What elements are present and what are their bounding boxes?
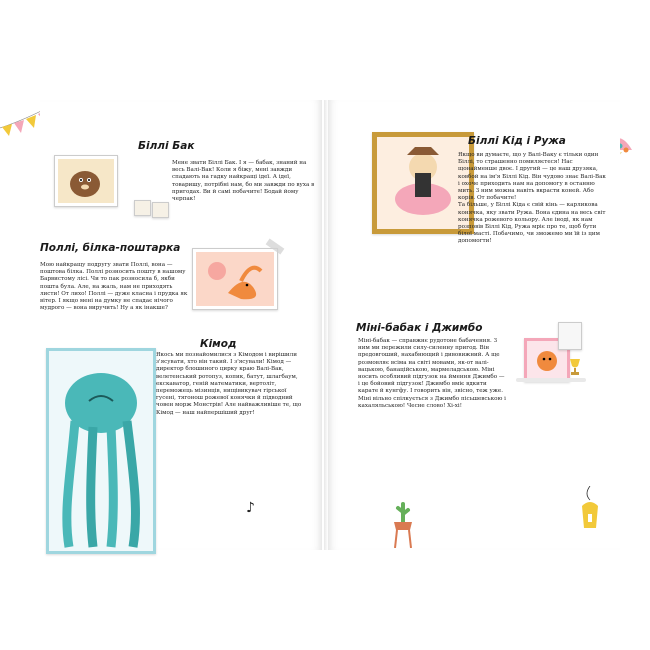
- kimod-illustration: [49, 351, 153, 551]
- sketch-picture-frame: [558, 322, 582, 350]
- text-polly: Мою найкращу подругу звати Поллі, вона — поштова білка. Поллі розносить пошту в нашому Барвистому лісі. Чи то пак розносила б, якби пошта була. Але, на жаль, нам не приходять листи! От лихо! Поллі — дуже класна і прудка як вітер. І якщо мені на думку не спадає нічого мудрого — вона виручить! Ну а як інакше?: [40, 262, 188, 312]
- polly-illustration: [193, 249, 277, 309]
- shelf: [516, 378, 586, 382]
- heading-polly: Поллі, білка-поштарка: [40, 242, 181, 254]
- heading-billy-bak: Біллі Бак: [138, 140, 195, 152]
- heading-billy-kid: Біллі Кід і Ружа: [468, 135, 566, 147]
- small-photo-2: [152, 202, 169, 218]
- text-billy-kid: Якщо ви думаєте, що у Валі-Ваку є тільки один Біллі, то страшенно помиляєтеся! Нас щонайменше двоє. І другий — це наш друзяка, ковбой на ім'я Біллі Кід. Він чудово знає Валі-Вак і охоче приходить нам на допомогу в останню мить. З ним можна навіть вкрасти коней. Або корів. От побачите! Та більше, у Біллі Кіда є свій кінь — карликова конячка, яку звати Ружа. Вона єдина на весь світ конячка рожевого кольору. Але іноді, як нам розповів Біллі Кід, Ружа мріє про те, щоб бути білої масті. Побачимо, чи зможемо ми їй із цим допомогти!: [458, 152, 606, 245]
- heading-kimod: Кімод: [200, 338, 237, 350]
- billy-bak-photo-frame: [54, 155, 118, 207]
- kimod-mirror-frame: [46, 348, 156, 554]
- music-note-icon: ♪: [246, 500, 255, 516]
- billy-bak-illustration: [55, 156, 117, 206]
- trophy-icon: [568, 358, 582, 376]
- text-mini-babak: Міні-бабак — справжнє рудотоне бабачення. З ним ми пережили силу-силенну пригод. Він предовгоший, нахабнющий і дивовижний. А ще розмовляє всіма на світі мовами, як-от валі-вацькою, банаційською, мармеладською. Міні носить особливий підгузок на ймення Джимбо — і це бойовий підгузок! Джимбо вміє вдкити карате й кунгфу. І говорить він, звісно, теж уже. Міні вільно спілкується з Джимбо пісьшевською і кахаляльською! Чесне слово! Хі-хі!: [358, 338, 506, 409]
- small-photo-1: [134, 200, 151, 216]
- right-page: [328, 100, 620, 550]
- left-page: [40, 100, 322, 550]
- polly-photo-frame: [192, 248, 278, 310]
- text-kimod: Якось ми познайомилися з Кімодом і вирішили з'ясувати, хто він такий. І з'ясували! Кімод — директор блошиного цирку краю Валі-Вак, велетенський ротопуз, копик, батут, шлагбаум, екскаватор, геній математики, вертоліт, переможець мізинців, нищівикувач гірської гусені, тягонош рожевої конячки й підводний човен морж Монстрів! Але найважливіше те, що Кімод — наш найпершіший друг!: [156, 352, 302, 416]
- text-billy-bak: Мене звати Біллі Бак. І я — бабак, знаний на весь Валі-Вак! Коли я біжу, мені завжди спадають на гадку найкращі ідеї. А ідеї, товаришу, потрібні нам, бо ми завжди по вуха в пригодах. Ви й самі побачите! Бодай йому черпак!: [172, 160, 315, 203]
- billy-kid-illustration: [377, 137, 469, 229]
- heading-mini-babak: Міні-бабак і Джимбо: [356, 322, 483, 334]
- hanging-tag-illustration: [578, 486, 602, 532]
- cactus-plant-illustration: [388, 500, 418, 548]
